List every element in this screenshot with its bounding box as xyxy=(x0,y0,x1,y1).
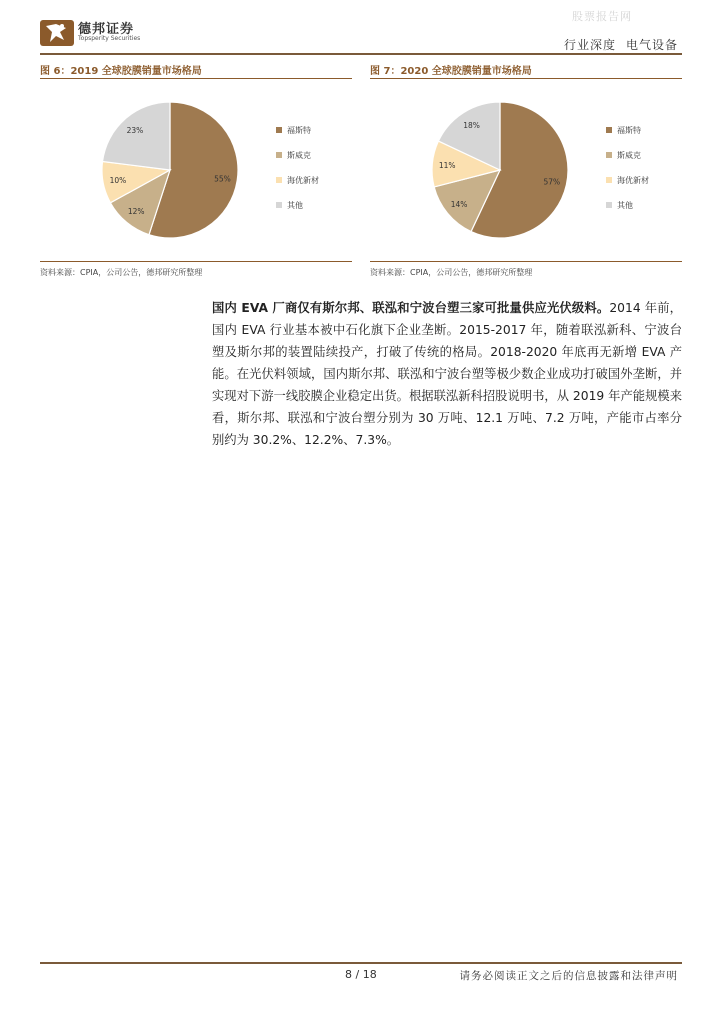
legend-label: 福斯特 xyxy=(287,126,311,135)
paragraph-lead: 国内 EVA 厂商仅有斯尔邦、联泓和宁波台塑三家可批量供应光伏级料。 xyxy=(212,301,610,315)
pie-data-label: 14% xyxy=(450,199,468,209)
figure-7-title: 图 7：2020 全球胶膜销量市场格局 xyxy=(370,66,532,77)
pie-data-label: 55% xyxy=(214,174,231,184)
legend-swatch xyxy=(276,202,282,208)
figure-6-source: 资料来源：CPIA，公司公告，德邦研究所整理 xyxy=(40,268,203,277)
doc-tag xyxy=(564,36,678,53)
figure-6-top-rule xyxy=(40,78,352,79)
doc-sector: 电气设备 xyxy=(625,38,678,52)
pie-data-label: 23% xyxy=(126,126,144,136)
pie-data-label: 11% xyxy=(438,161,456,170)
legend-label: 福斯特 xyxy=(617,126,641,135)
legend-swatch xyxy=(606,127,612,133)
pie-slice-4 xyxy=(103,102,170,170)
legend-label: 其他 xyxy=(287,201,303,210)
figure-6-title: 图 6：2019 全球胶膜销量市场格局 xyxy=(40,66,202,77)
pie-data-label: 12% xyxy=(127,206,145,216)
paragraph-text: 2014 年前，国内 EVA 行业基本被中石化旗下企业垄断。2015-2017 年，随着联泓新科、宁波台塑及斯尔邦的装置陆续投产，打破了传统的格局。2018-2020 年底再无新增 EVA 产能。在光伏料领域，国内斯尔邦、联泓和宁波台塑等极少数企业成功打破国外垄断，并实现对下游一线胶膜企业稳定出货。根据联泓新科招股说明书，从 2019 年产能规模来看，斯尔邦、联泓和宁波台塑分别为 30 万吨、12.1 万吨、7.2 万吨，产能市占率分别约为 30.2%、12.2%、7.3%。 xyxy=(212,301,682,447)
figure-7-pie-chart xyxy=(370,92,682,257)
legend-label: 海优新材 xyxy=(617,176,649,185)
legend-swatch xyxy=(606,152,612,158)
pie-data-label: 57% xyxy=(543,177,561,187)
legend-swatch xyxy=(606,202,612,208)
figure-7-source: 资料来源：CPIA，公司公告，德邦研究所整理 xyxy=(370,268,533,277)
legend-swatch xyxy=(276,177,282,183)
watermark: 股票报告网 xyxy=(572,10,632,23)
brand-logo-icon xyxy=(40,16,74,48)
brand-name: 德邦证券 xyxy=(78,22,135,37)
page-number: 8 / 18 xyxy=(345,968,377,981)
header-divider xyxy=(40,53,682,55)
footer-disclaimer: 请务必阅读正文之后的信息披露和法律声明 xyxy=(459,970,678,982)
footer-divider xyxy=(40,962,682,964)
legend-label: 海优新材 xyxy=(287,176,319,185)
pie-data-label: 10% xyxy=(109,175,127,185)
pie-data-label: 18% xyxy=(463,121,480,131)
figure-6-pie-chart xyxy=(40,92,352,257)
legend-label: 斯威克 xyxy=(287,151,311,160)
figure-6-bottom-rule xyxy=(40,261,352,262)
body-paragraph xyxy=(212,297,682,451)
figure-7-bottom-rule xyxy=(370,261,682,262)
legend-swatch xyxy=(276,127,282,133)
brand-name-en: Topsperity Securities xyxy=(78,35,141,42)
figure-7-top-rule xyxy=(370,78,682,79)
legend-swatch xyxy=(276,152,282,158)
legend-label: 斯威克 xyxy=(617,151,641,160)
doc-category: 行业深度 xyxy=(563,38,616,52)
legend-swatch xyxy=(606,177,612,183)
legend-label: 其他 xyxy=(617,201,633,210)
